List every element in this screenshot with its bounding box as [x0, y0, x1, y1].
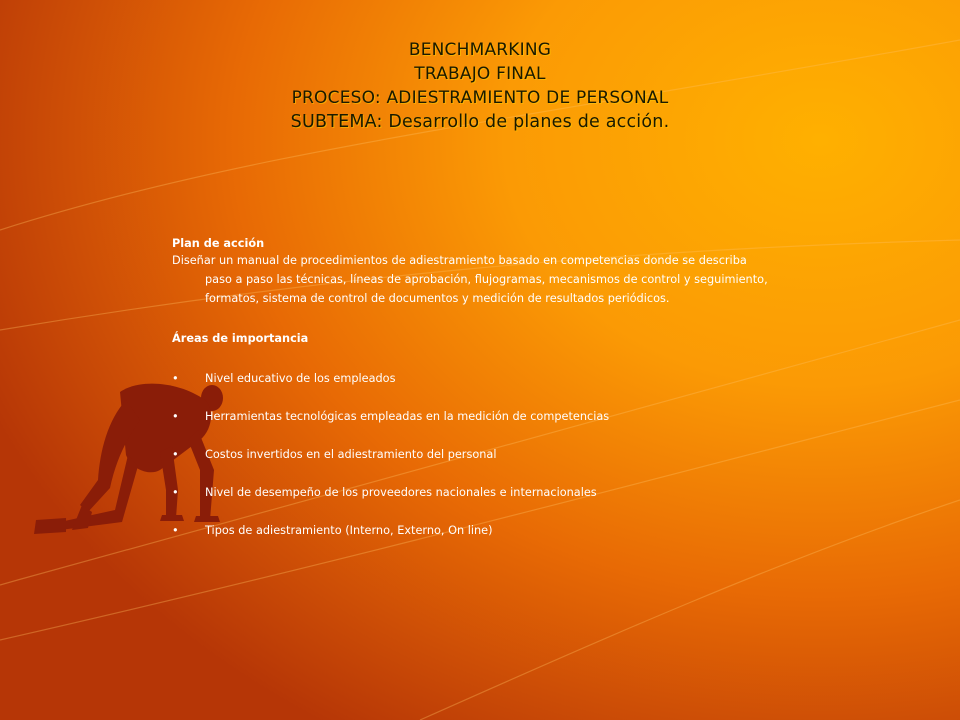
bullet-glyph: • — [172, 410, 179, 423]
bullet-glyph: • — [172, 524, 179, 537]
title-line-1: BENCHMARKING — [408, 40, 552, 60]
list-item: Herramientas tecnológicas empleadas en la medición de competencias — [205, 410, 610, 423]
plan-line-2: paso a paso las técnicas, líneas de aprobación, flujogramas, mecanismos de control y seguimiento, — [205, 273, 768, 286]
runner-illustration — [34, 384, 223, 534]
plan-line-3: formatos, sistema de control de documentos y medición de resultados periódicos. — [205, 292, 670, 305]
list-item: Tipos de adiestramiento (Interno, Externo, On line) — [205, 524, 493, 537]
bullet-glyph: • — [172, 448, 179, 461]
title-line-4: SUBTEMA: Desarrollo de planes de acción. — [290, 112, 670, 132]
title-line-3: PROCESO: ADIESTRAMIENTO DE PERSONAL — [291, 88, 669, 108]
bullet-glyph: • — [172, 486, 179, 499]
list-item: Nivel de desempeño de los proveedores nacionales e internacionales — [205, 486, 597, 499]
list-item: Costos invertidos en el adiestramiento del personal — [205, 448, 497, 461]
plan-heading: Plan de acción — [172, 237, 265, 250]
areas-heading: Áreas de importancia — [172, 332, 309, 345]
plan-line-1: Diseñar un manual de procedimientos de adiestramiento basado en competencias donde se describa — [172, 254, 747, 267]
bullet-glyph: • — [172, 372, 179, 385]
title-line-2: TRABAJO FINAL — [414, 64, 546, 84]
list-item: Nivel educativo de los empleados — [205, 372, 396, 385]
